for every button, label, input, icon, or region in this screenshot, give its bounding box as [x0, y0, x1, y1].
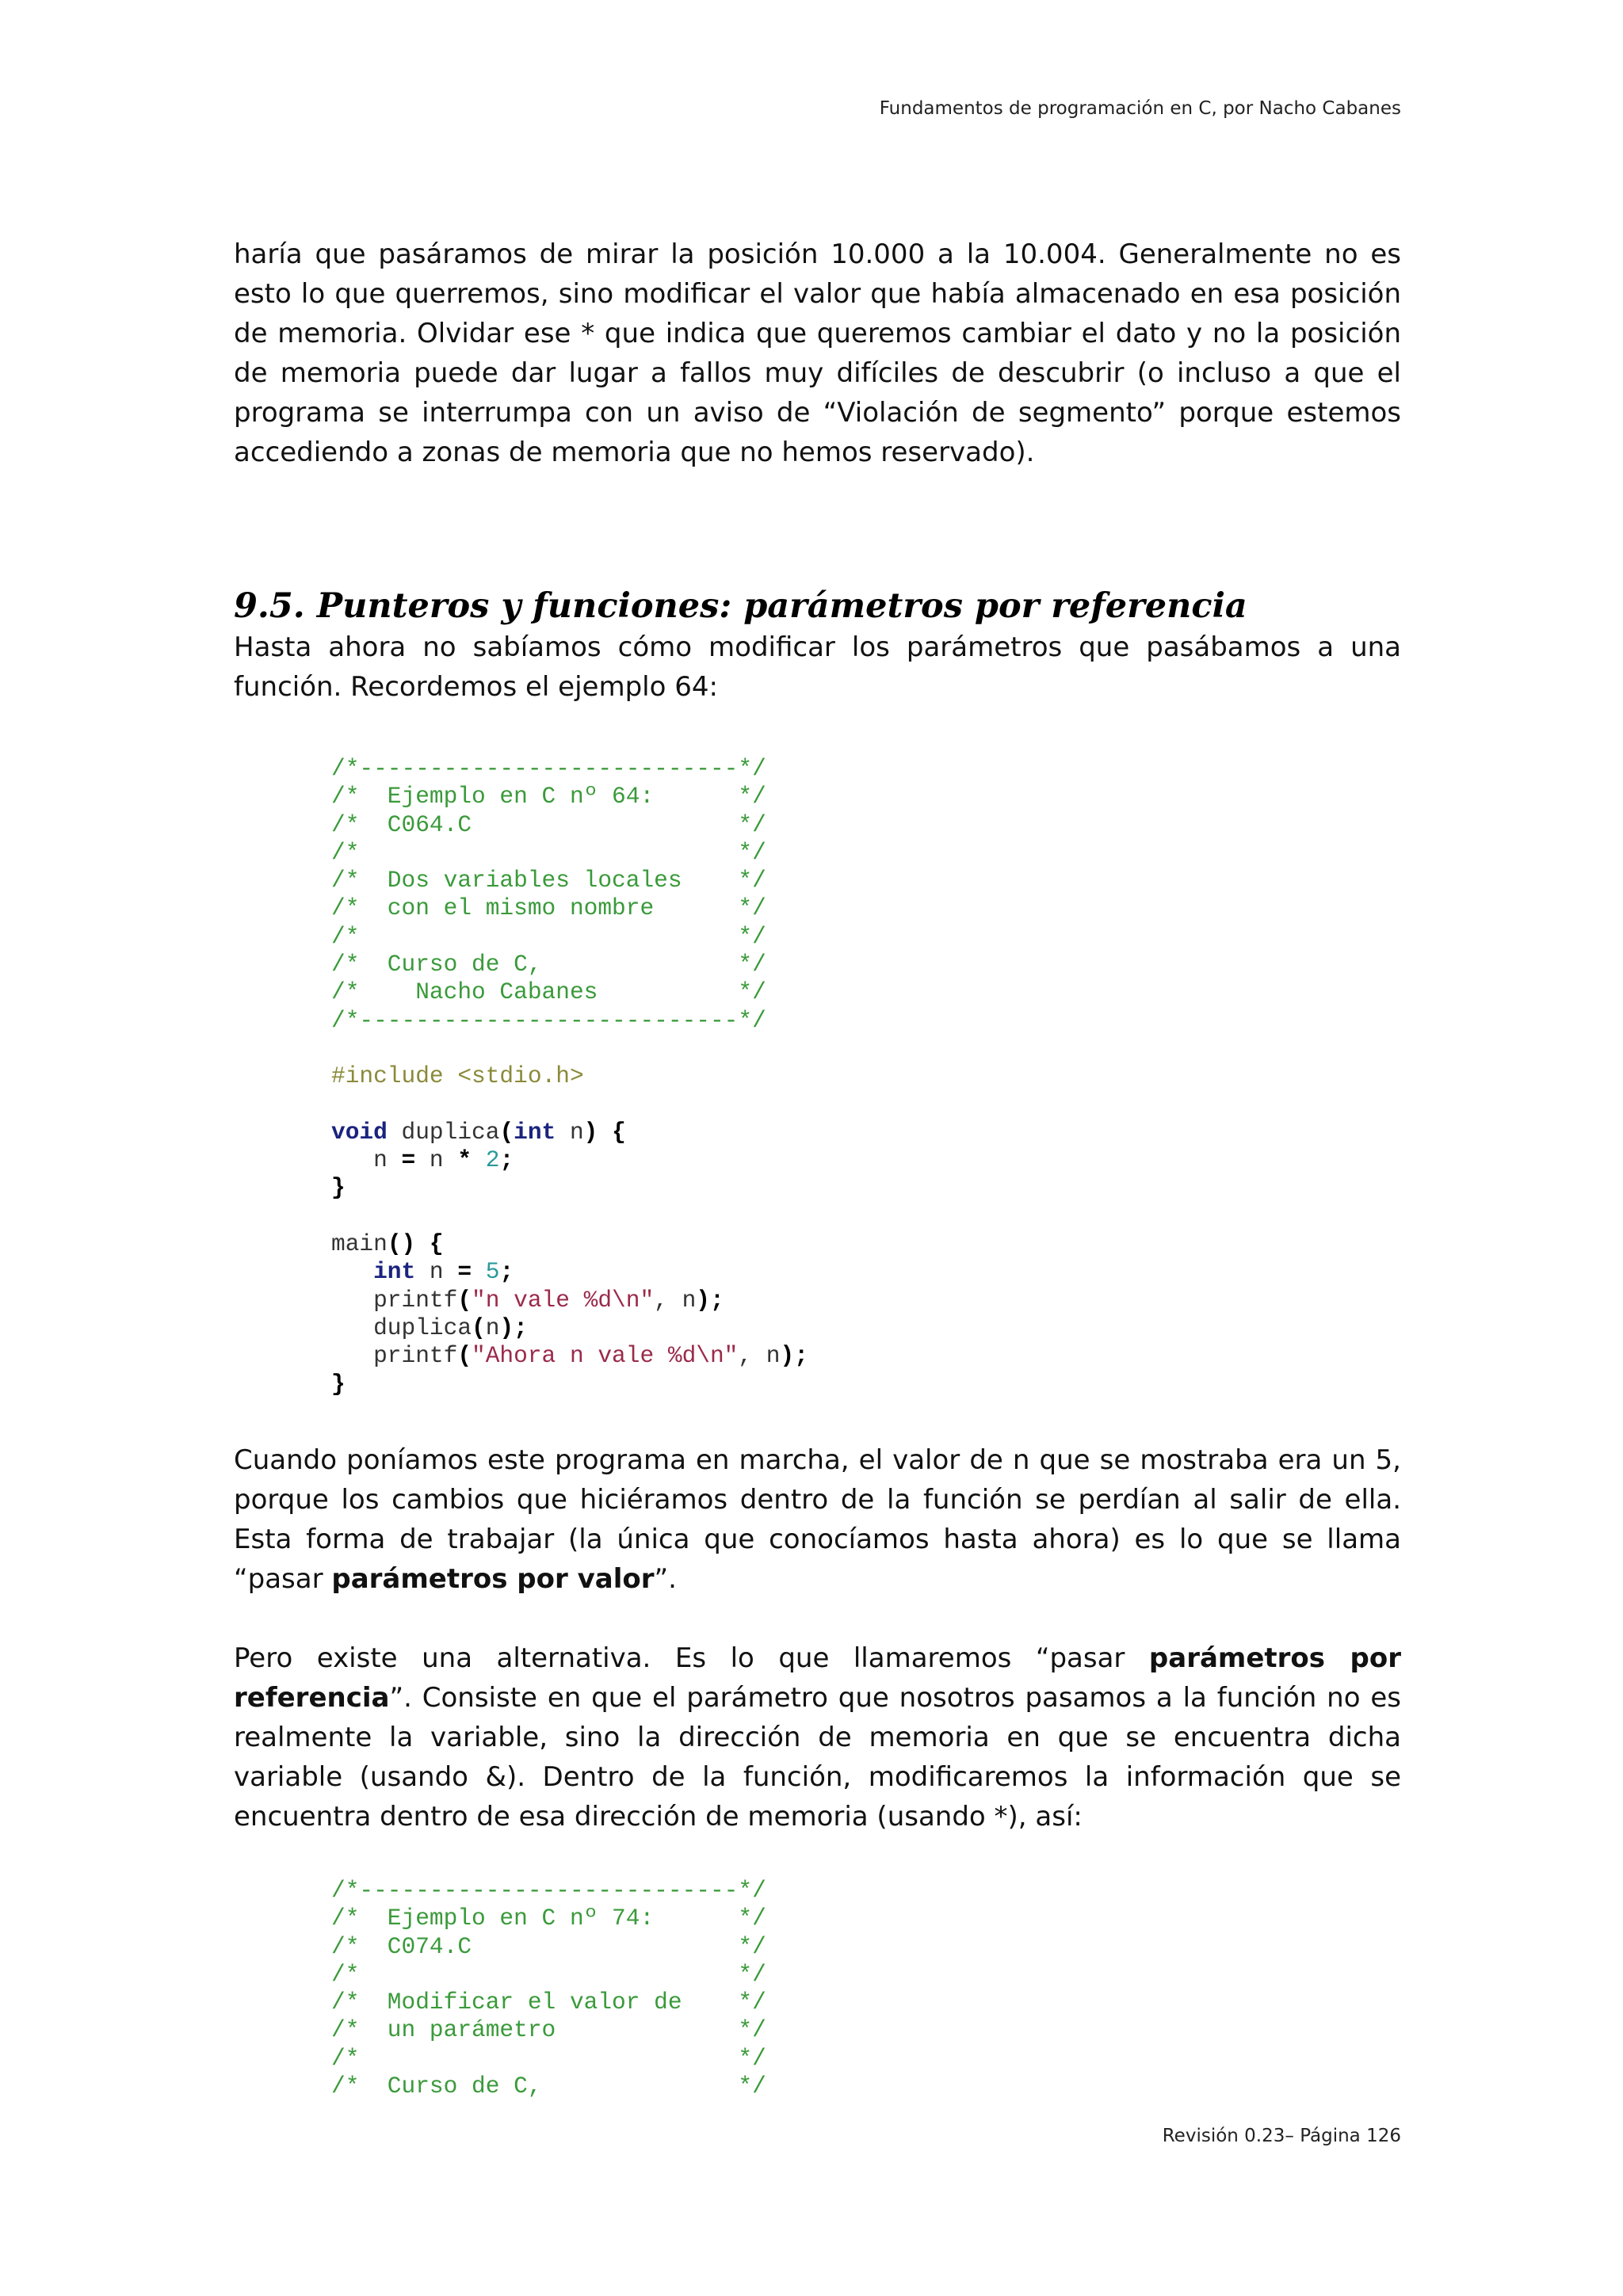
code-closing-brace: } — [331, 1370, 346, 1398]
code-comment-line: /* */ — [331, 838, 766, 866]
code-closing-brace: } — [331, 1174, 346, 1202]
code-statement-line: printf("n vale %d\n", n); — [373, 1286, 724, 1314]
code-comment-line: /* un parámetro */ — [331, 2016, 766, 2044]
code-comment-line: /* Curso de C, */ — [331, 2073, 766, 2100]
code-comment-line: /* Modificar el valor de */ — [331, 1989, 766, 2016]
code-blank-line — [331, 1035, 808, 1062]
code-comment-line: /* Ejemplo en C nº 64: */ — [331, 783, 766, 810]
section-intro: Hasta ahora no sabíamos cómo modificar los parámetros que pasábamos a una función. Recordemos el ejemplo 64: — [234, 631, 1401, 703]
code-include-line: #include <stdio.h> — [331, 1062, 584, 1090]
code-block-example-74 — [331, 1877, 766, 2100]
code-function-signature: void duplica(int n) { — [331, 1118, 626, 1146]
code-blank-line — [331, 1091, 808, 1119]
paragraph-text: Pero existe una alternativa. Es lo que llamaremos “pasar parámetros por referencia”. Consiste en que el parámetro que nosotros pasamos a la función no es realmente la variable, sino la dirección de memoria en que se encuentra dicha variable (usando &). Dentro de la función, modificaremos la información que se encuentra dentro de esa dirección de memoria (usando *), así: — [234, 1642, 1401, 1833]
code-comment-line: /*---------------------------*/ — [331, 755, 766, 782]
section-title: 9.5. Punteros y funciones: parámetros por referencia — [234, 586, 1247, 626]
code-comment-line: /* */ — [331, 1960, 766, 1988]
code-comment-line: /* Dos variables locales */ — [331, 867, 766, 894]
paragraph-by-reference — [234, 1638, 1401, 1836]
code-comment-line: /* C074.C */ — [331, 1932, 766, 1960]
bold-term: parámetros por valor — [331, 1563, 655, 1595]
bold-term: parámetros por referencia — [234, 1642, 1401, 1714]
code-comment-line: /* */ — [331, 2044, 766, 2072]
code-blank-line — [331, 1203, 808, 1230]
paragraph-by-value — [234, 1440, 1401, 1599]
code-comment-line: /* Curso de C, */ — [331, 951, 766, 978]
code-statement-line: duplica(n); — [373, 1314, 528, 1341]
code-comment-line: /*---------------------------*/ — [331, 1877, 766, 1904]
code-statement-line: printf("Ahora n vale %d\n", n); — [373, 1342, 808, 1370]
code-statement-line: n = n * 2; — [373, 1146, 514, 1174]
code-statement-line: int n = 5; — [373, 1258, 514, 1286]
code-comment-line: /* Nacho Cabanes */ — [331, 978, 766, 1006]
code-comment-line: /* C064.C */ — [331, 810, 766, 838]
code-comment-line: /* Ejemplo en C nº 74: */ — [331, 1905, 766, 1932]
code-comment-line: /*---------------------------*/ — [331, 1006, 766, 1034]
page-footer: Revisión 0.23– Página 126 — [1162, 2126, 1401, 2146]
paragraph-intro — [234, 235, 1401, 472]
code-comment-line: /* con el mismo nombre */ — [331, 894, 766, 922]
paragraph-text: Cuando poníamos este programa en marcha, el valor de n que se mostraba era un 5, porque los cambios que hiciéramos dentro de la función se perdían al salir de ella. Esta forma de trabajar (la única que conocíamos hasta ahora) es lo que se llama “pasar parámetros por valor”. — [234, 1444, 1401, 1595]
paragraph-text: haría que pasáramos de mirar la posición 10.000 a la 10.004. Generalmente no es esto lo que querremos, sino modificar el valor que había almacenado en esa posición de memoria. Olvidar ese * que indica que queremos cambiar el dato y no la posición de memoria puede dar lugar a fallos muy difíciles de descubrir (o incluso a que el programa se interrumpa con un aviso de “Violación de segmento” porque estemos accediendo a zonas de memoria que no hemos reservado). — [234, 238, 1401, 468]
code-main-signature: main() { — [331, 1230, 444, 1258]
code-comment-line: /* */ — [331, 922, 766, 950]
section-9-5 — [234, 585, 1401, 707]
page-header: Fundamentos de programación en C, por Nacho Cabanes — [879, 98, 1401, 119]
code-block-example-64 — [331, 755, 808, 1398]
